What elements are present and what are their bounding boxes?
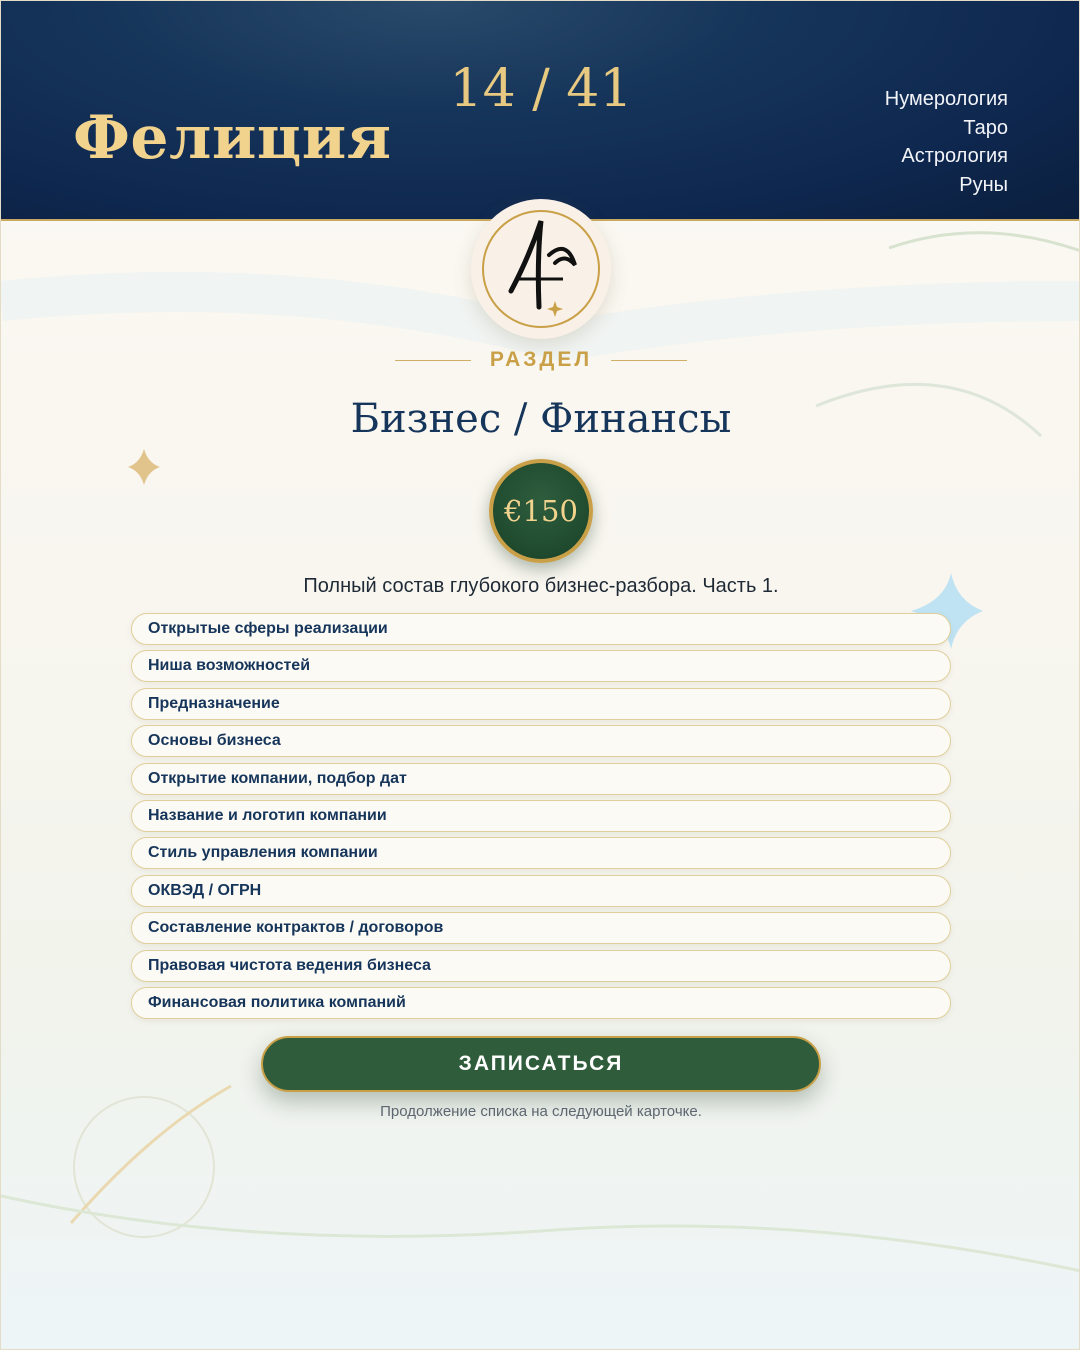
page-counter: 14 / 41 xyxy=(449,59,633,119)
service-list xyxy=(131,613,951,1024)
price-badge: €150 xyxy=(489,459,593,563)
list-item: Финансовая политика компаний xyxy=(131,987,951,1019)
brand-title: Фелиция xyxy=(73,103,392,173)
header-nav xyxy=(885,85,1008,199)
header xyxy=(1,1,1080,221)
nav-item-tarot[interactable]: Таро xyxy=(963,116,1008,139)
nav-item-numerology[interactable]: Нумерология xyxy=(884,88,1008,110)
list-item: Открытые сферы реализации xyxy=(131,613,951,645)
decor-arc-top xyxy=(889,233,1080,251)
list-item: ОКВЭД / ОГРН xyxy=(131,875,951,907)
list-item: Составление контрактов / договоров xyxy=(131,912,951,944)
section-rule-right xyxy=(611,360,687,361)
nav-item-runes[interactable]: Руны xyxy=(959,173,1008,196)
monogram-logo-icon xyxy=(471,199,611,339)
sparkle-gold-icon xyxy=(128,449,160,485)
list-item: Основы бизнеса xyxy=(131,725,951,757)
list-item: Название и логотип компании xyxy=(131,800,951,832)
section-subtitle: Полный состав глубокого бизнес-разбора. Часть 1. xyxy=(303,575,779,597)
decor-wave-bottom xyxy=(1,1196,1080,1271)
list-item: Открытие компании, подбор дат xyxy=(131,763,951,795)
section-label: РАЗДЕЛ xyxy=(489,348,593,371)
nav-item-astrology[interactable]: Астрология xyxy=(901,145,1008,167)
list-item: Ниша возможностей xyxy=(131,650,951,682)
section-title: Бизнес / Финансы xyxy=(350,396,732,442)
emblem xyxy=(471,199,611,339)
list-item: Правовая чистота ведения бизнеса xyxy=(131,950,951,982)
list-item: Предназначение xyxy=(131,688,951,720)
list-item: Стиль управления компании xyxy=(131,837,951,869)
footnote: Продолжение списка на следующей карточке. xyxy=(380,1103,702,1120)
signup-button[interactable]: ЗАПИСАТЬСЯ xyxy=(261,1036,821,1092)
